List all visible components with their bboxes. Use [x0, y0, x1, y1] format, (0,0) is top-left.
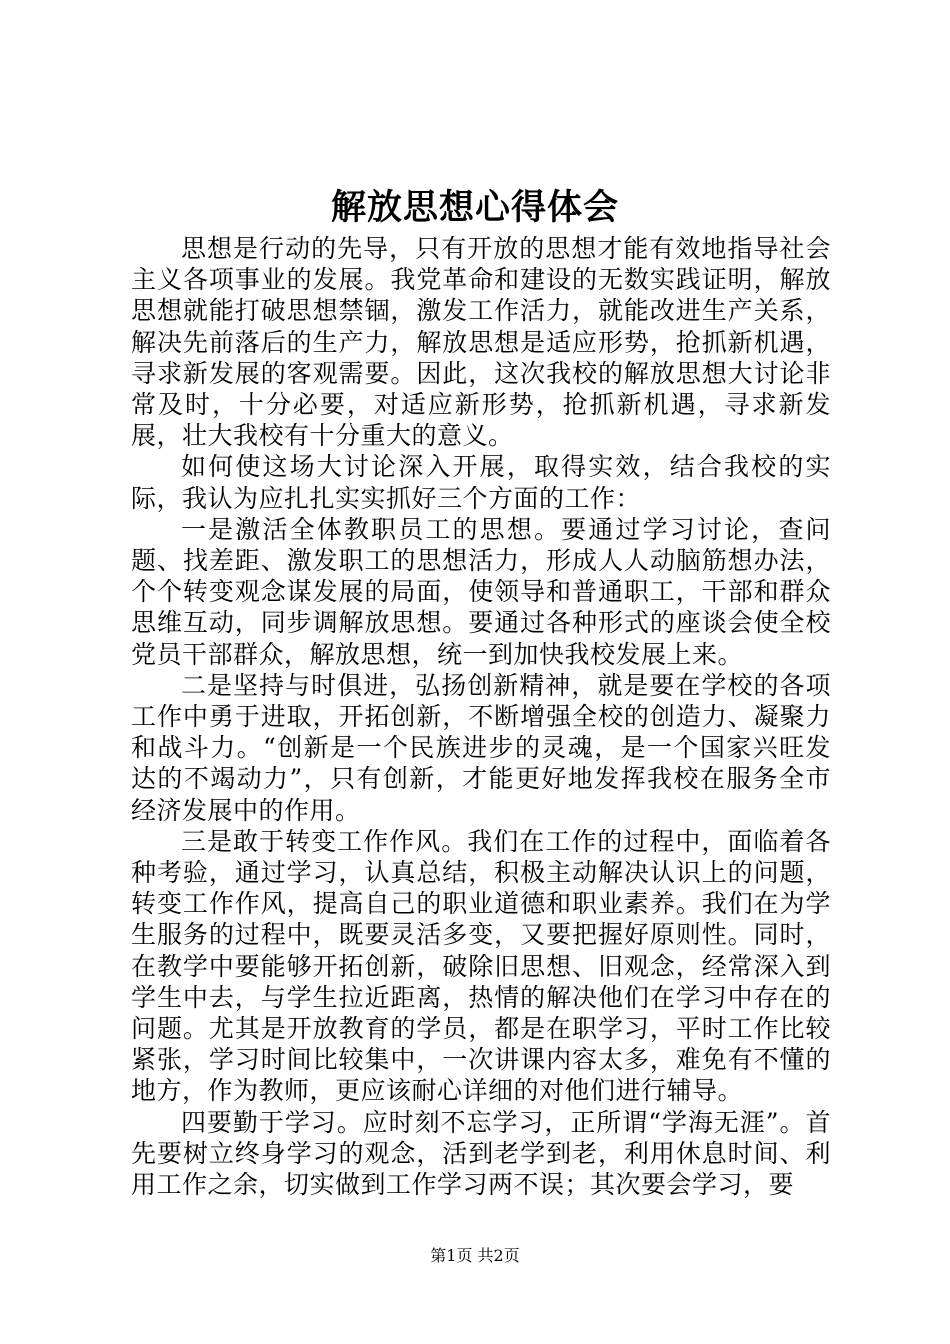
paragraph: 三是敢于转变工作作风。我们在工作的过程中，面临着各种考验，通过学习，认真总结，积极主动解决认识上的问题，转变工作作风，提高自己的职业道德和职业素养。我们在为学生服务的过程中，既要灵活多变，又要把握好原则性。同时，在教学中要能够开拓创新，破除旧思想、旧观念，经常深入到学生中去，与学生拉近距离，热情的解决他们在学习中存在的问题。尤其是开放教育的学员，都是在职学习，平时工作比较紧张，学习时间比较集中，一次讲课内容太多，难免有不懂的地方，作为教师，更应该耐心详细的对他们进行辅导。 — [131, 826, 831, 1106]
paragraph: 四要勤于学习。应时刻不忘学习，正所谓“学海无涯”。首先要树立终身学习的观念，活到老学到老，利用休息时间、利用工作之余，切实做到工作学习两不误；其次要会学习，要 — [131, 1107, 831, 1200]
document-body — [131, 233, 831, 1200]
paragraph: 二是坚持与时俱进，弘扬创新精神，就是要在学校的各项工作中勇于进取，开拓创新，不断增强全校的创造力、凝聚力和战斗力。“创新是一个民族进步的灵魂，是一个国家兴旺发达的不竭动力”，只有创新，才能更好地发挥我校在服务全市经济发展中的作用。 — [131, 670, 831, 825]
page-number-footer: 第1页 共2页 — [430, 1246, 520, 1265]
paragraph: 思想是行动的先导，只有开放的思想才能有效地指导社会主义各项事业的发展。我党革命和建设的无数实践证明，解放思想就能打破思想禁锢，激发工作活力，就能改进生产关系，解决先前落后的生产力，解放思想是适应形势，抢抓新机遇，寻求新发展的客观需要。因此，这次我校的解放思想大讨论非常及时，十分必要，对适应新形势，抢抓新机遇，寻求新发展，壮大我校有十分重大的意义。 — [131, 234, 831, 451]
paragraph: 一是激活全体教职员工的思想。要通过学习讨论，查问题、找差距、激发职工的思想活力，形成人人动脑筋想办法，个个转变观念谋发展的局面，使领导和普通职工，干部和群众思维互动，同步调解放思想。要通过各种形式的座谈会使全校党员干部群众，解放思想，统一到加快我校发展上来。 — [131, 514, 831, 669]
page-title: 解放思想心得体会 — [330, 187, 619, 228]
paragraph: 如何使这场大讨论深入开展，取得实效，结合我校的实际，我认为应扎扎实实抓好三个方面的工作： — [131, 452, 831, 513]
